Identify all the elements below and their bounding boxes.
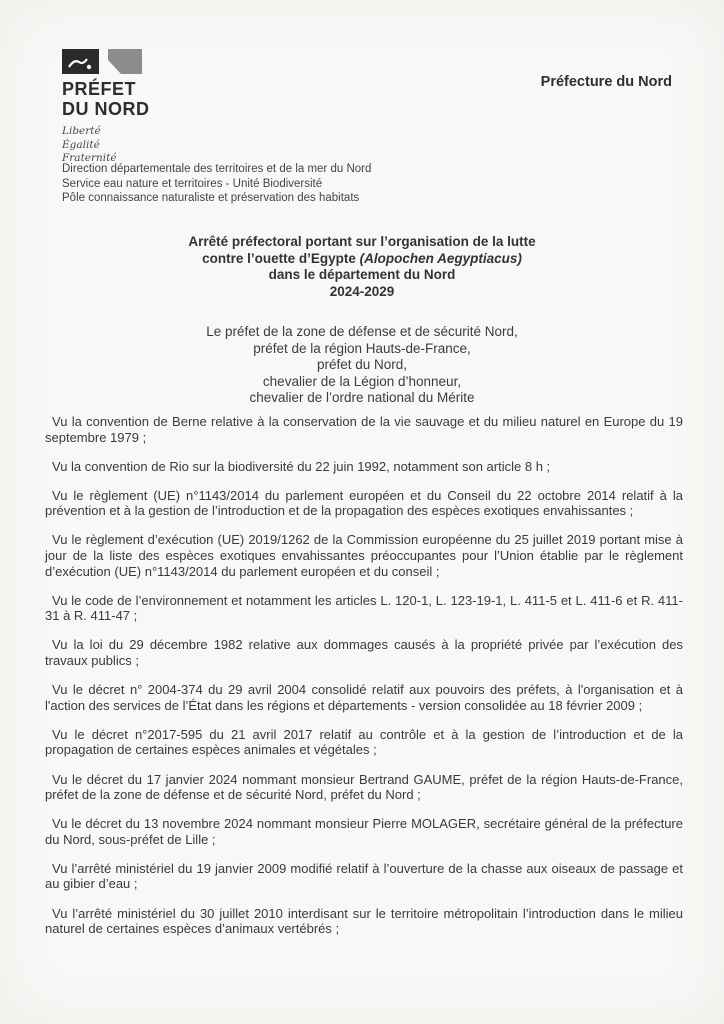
visa-paragraph: Vu le code de l’environnement et notamment les articles L. 120-1, L. 123-19-1, L. 411-5 et L. 411-6 et R. 411-31 à R. 411-47 ; — [45, 592, 683, 624]
issuing-service-block — [62, 162, 371, 206]
visa-paragraph: Vu le décret du 13 novembre 2024 nommant monsieur Pierre MOLAGER, secrétaire général de la préfecture du Nord, sous-préfet de Lille ; — [45, 816, 683, 847]
title-line-2 — [0, 251, 724, 268]
visa-paragraph: Vu le décret n° 2004-374 du 29 avril 2004 consolidé relatif aux pouvoirs des préfets, à l'organisation et à l'action des services de l’État dans les régions et départements - version consolidée au 18 février 2009 ; — [45, 682, 683, 713]
prefect-salutation — [0, 324, 724, 407]
visa-paragraph: Vu l’arrêté ministériel du 19 janvier 2009 modifié relatif à l’ouverture de la chasse aux oiseaux de passage et au gibier d’eau ; — [45, 860, 683, 892]
salutation-line: Le préfet de la zone de défense et de sécurité Nord, — [206, 324, 518, 339]
prefet-brand — [62, 48, 150, 166]
motto-line: Liberté — [62, 125, 101, 137]
motto-line: Fraternité — [62, 152, 117, 164]
salutation-line: préfet de la région Hauts-de-France, — [253, 340, 471, 356]
marianne-flag-icon — [62, 48, 144, 75]
visa-paragraph: Vu le règlement d’exécution (UE) 2019/1262 de la Commission européenne du 25 juillet 2019 portant mise à jour de la liste des espèces exotiques envahissantes préoccupantes pour l’Union établie par le règlement d’exécution (UE) n°1143/2014 du parlement européen et du conseil ; — [45, 532, 683, 579]
visa-paragraphs — [45, 414, 683, 950]
visa-paragraph: Vu la loi du 29 décembre 1982 relative aux dommages causés à la propriété privée par l’exécution des travaux publics ; — [45, 637, 683, 669]
salutation-line: chevalier de l’ordre national du Mérite — [249, 390, 475, 405]
republic-motto — [62, 125, 150, 166]
species-latin-name: (Alopochen Aegyptiacus) — [359, 250, 522, 266]
visa-paragraph: Vu le décret n°2017-595 du 21 avril 2017 relatif au contrôle et à la gestion de l’introduction et de la propagation de certaines espèces animales et végétales ; — [45, 726, 683, 758]
salutation-line: préfet du Nord, — [316, 357, 408, 372]
visa-paragraph: Vu le règlement (UE) n°1143/2014 du parlement européen et du Conseil du 22 octobre 2014 relatif à la prévention et à la gestion de l’introduction et de la propagation des espèces exotiques envahissantes ; — [45, 487, 683, 519]
visa-paragraph: Vu l’arrêté ministériel du 30 juillet 2010 interdisant sur le territoire métropolitain l’introduction dans le milieu naturel de certaines espèces d’animaux vertébrés ; — [45, 905, 683, 937]
title-line-2-prefix: contre l’ouette d’Egypte — [202, 250, 360, 266]
motto-line: Égalité — [62, 138, 100, 151]
title-line-3: dans le département du Nord — [268, 267, 456, 282]
service-line: Pôle connaissance naturaliste et préservation des habitats — [62, 192, 360, 204]
prefet-wordmark-line2: DU NORD — [62, 99, 150, 119]
prefet-wordmark-line1: PRÉFET — [62, 79, 137, 99]
service-line: Service eau nature et territoires - Unité Biodiversité — [62, 177, 323, 190]
salutation-line: chevalier de la Légion d’honneur, — [262, 373, 462, 389]
visa-paragraph: Vu le décret du 17 janvier 2024 nommant monsieur Bertrand GAUME, préfet de la région Hauts-de-France, préfet de la zone de défense et de sécurité Nord, préfet du Nord ; — [45, 771, 683, 803]
visa-paragraph: Vu la convention de Rio sur la biodiversité du 22 juin 1992, notamment son article 8 h ; — [52, 458, 551, 474]
prefet-wordmark — [62, 79, 150, 119]
prefecture-header-title: Préfecture du Nord — [540, 74, 672, 90]
service-line: Direction départementale des territoires et de la mer du Nord — [62, 163, 372, 175]
visa-paragraph: Vu la convention de Berne relative à la conservation de la vie sauvage et du milieu naturel en Europe du 19 septembre 1979 ; — [45, 414, 683, 445]
title-line-1: Arrêté préfectoral portant sur l’organisation de la lutte — [188, 234, 536, 249]
document-title — [0, 234, 724, 300]
title-line-4: 2024-2029 — [329, 283, 395, 299]
